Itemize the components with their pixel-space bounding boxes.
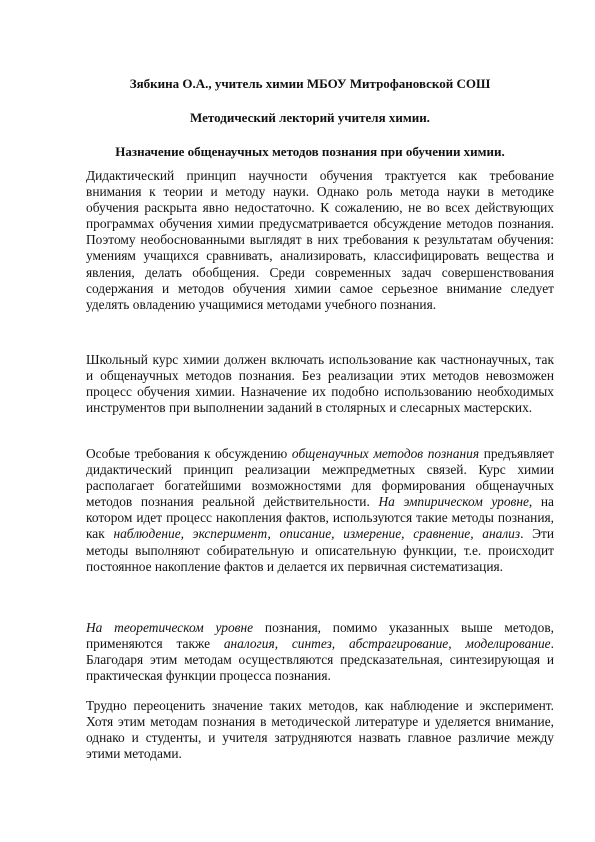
paragraph-3-text-3: , на котором идет процесс накопления фактов, используются такие методы познания, как bbox=[86, 494, 554, 542]
paragraph-3-text-1: Особые требования к обсуждению bbox=[86, 446, 292, 461]
paragraph-2: Школьный курс химии должен включать использование как частнонаучных, так и общенаучных методов познания. Без реализации этих методов невозможен процесс обучения химии. Назначение их подобно использованию необходимых инструментов при выполнении заданий в столярных и слесарных мастерских. bbox=[86, 352, 554, 416]
paragraph-5: Трудно переоценить значение таких методов, как наблюдение и эксперимент. Хотя этим методам познания в методической литературе и уделяется внимание, однако и студенты, и учителя затрудняются назвать главное различие между этими методами. bbox=[86, 698, 554, 762]
paragraph-4 bbox=[86, 620, 554, 684]
paragraph-3-text-2: предъявляет дидактический принцип реализации межпредметных связей. Курс химии располагает богатейшими возможностями для формирования общенаучных методов познания реальной действительности. bbox=[86, 446, 555, 510]
paragraph-3-italic-1: общенаучных методов познания bbox=[291, 446, 480, 461]
paragraph-1: Дидактический принцип научности обучения трактуется как требование внимания к теории и методу науки. Однако роль метода науки в методике обучения раскрыта явно недостаточно. К сожалению, не во всех действующих программах обучения химии предусматривается обсуждение методов познания. Поэтому необоснованными выглядят в них требования к результатам обучения: умениям учащихся сравнивать, анализировать, классифицировать вещества и явления, делать обобщения. Среди современных задач совершенствования содержания и методов обучения химии самое серьезное внимание следует уделять овладению учащимися методами учебного познания. bbox=[86, 168, 554, 312]
lecture-subtitle: Методический лекторий учителя химии. bbox=[190, 110, 430, 125]
paragraph-3-text-4: . Эти методы выполняют собирательную и описательную функции, т.е. происходит постоянное накопление фактов и делается их первичная систематизация. bbox=[86, 526, 554, 574]
paragraph-3-italic-3: наблюдение, эксперимент, описание, измерение, сравнение, анализ bbox=[113, 526, 521, 542]
paragraph-4-text-1: познания, помимо указанных выше методов, применяются также bbox=[86, 620, 554, 652]
paragraph-3 bbox=[86, 446, 554, 575]
paragraph-4-italic-2: аналогия, синтез, абстрагирование, моделирование bbox=[223, 636, 551, 652]
paragraph-4-text-2: . Благодаря этим методам осуществляются предсказательная, синтезирующая и практическая функции процесса познания. bbox=[86, 636, 554, 684]
topic-title: Назначение общенаучных методов познания при обучении химии. bbox=[115, 144, 505, 159]
author-line: Зябкина О.А., учитель химии МБОУ Митрофановской СОШ bbox=[129, 76, 491, 91]
paragraph-3-italic-2: На эмпирическом уровне bbox=[378, 494, 529, 510]
paragraph-4-italic-1: На теоретическом уровне bbox=[86, 620, 254, 635]
